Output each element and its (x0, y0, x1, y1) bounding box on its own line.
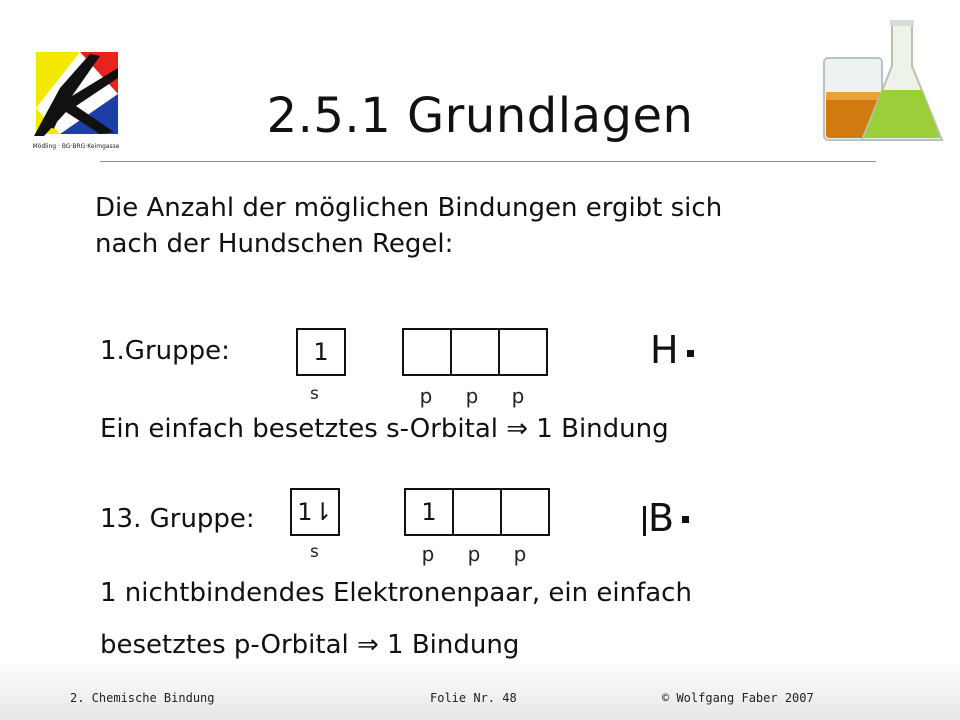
title-divider (100, 161, 876, 162)
group13-description-line-1: 1 nichtbindendes Elektronenpaar, ein einfach (100, 578, 692, 608)
footer-band (0, 660, 960, 720)
p-label: p (467, 542, 481, 566)
group1-label: 1.Gruppe: (100, 336, 230, 366)
orbital-box: 1⇂ (290, 488, 340, 536)
orbital-box (402, 328, 452, 376)
p-label: p (421, 542, 435, 566)
group13-p-labels (405, 542, 543, 566)
p-label: p (511, 384, 525, 408)
electron-dot (682, 516, 689, 523)
lone-pair-bar (643, 506, 646, 536)
electron-dot (687, 350, 694, 357)
group1-s-orbital (296, 328, 346, 376)
orbital-box (498, 328, 548, 376)
footer-copyright: © Wolfgang Faber 2007 (662, 691, 814, 705)
p-label: p (513, 542, 527, 566)
group13-p-orbitals (404, 488, 550, 536)
group13-description-line-2: besetztes p-Orbital ⇒ 1 Bindung (100, 630, 520, 660)
group1-p-orbitals (402, 328, 548, 376)
orbital-box (500, 488, 550, 536)
footer-slide-number: Folie Nr. 48 (430, 691, 517, 705)
intro-line-2: nach der Hundschen Regel: (95, 229, 454, 259)
group1-description: Ein einfach besetztes s-Orbital ⇒ 1 Bindung (100, 414, 669, 444)
p-label: p (465, 384, 479, 408)
group13-label: 13. Gruppe: (100, 504, 255, 534)
group13-s-label: s (310, 542, 319, 562)
group1-element-symbol: H (650, 328, 679, 372)
orbital-box (452, 488, 502, 536)
intro-line-1: Die Anzahl der möglichen Bindungen ergibt sich (95, 193, 723, 223)
svg-text:Mödling · BG·BRG·Keimgasse: Mödling · BG·BRG·Keimgasse (32, 143, 120, 150)
footer-chapter: 2. Chemische Bindung (70, 691, 215, 705)
group13-s-orbital (290, 488, 340, 536)
group13-element-symbol: B (648, 496, 675, 540)
slide-title: 2.5.1 Grundlagen (266, 88, 694, 144)
orbital-box: 1 (404, 488, 454, 536)
group1-s-label: s (310, 384, 319, 404)
orbital-box (450, 328, 500, 376)
group1-p-labels (403, 384, 541, 408)
p-label: p (419, 384, 433, 408)
intro-text (95, 190, 722, 262)
orbital-box: 1 (296, 328, 346, 376)
